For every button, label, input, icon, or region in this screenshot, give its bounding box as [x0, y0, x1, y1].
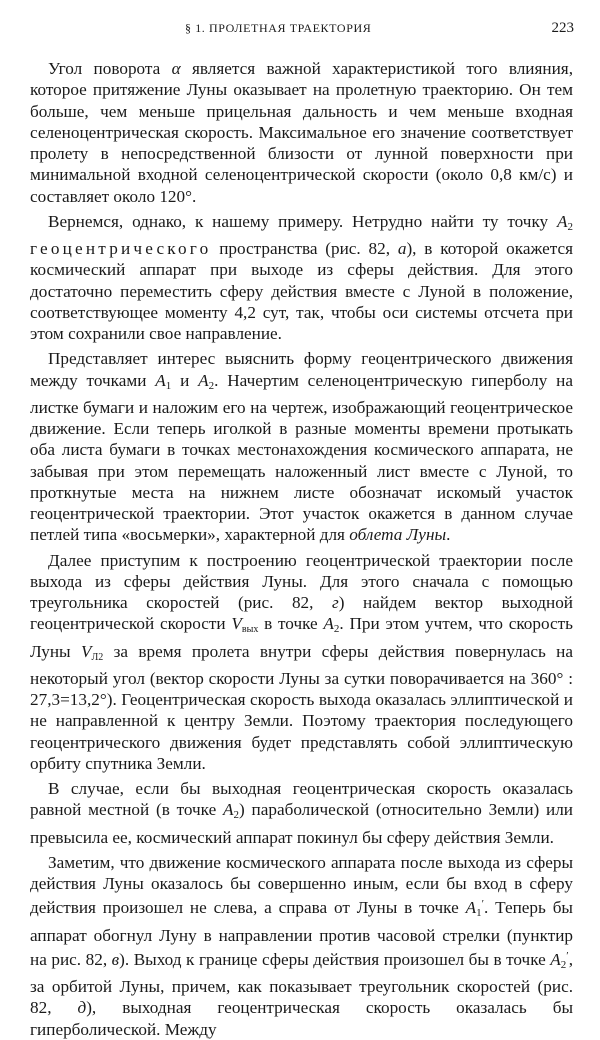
- text-run: Далее приступим к построению геоцентрической траектории после выхода из сферы действия Луны. Для этого сначала с помощью треугольника скоростей (рис. 82,: [30, 550, 573, 612]
- math-alpha: α: [171, 59, 181, 78]
- text-run: ). Геоцентрическая скорость выхода оказалась эллиптической и не направленной к центру Земли. Поэтому траектория последующего геоцентрического движения будет представлять собой эллиптическую орбиту спутника Земли.: [30, 690, 573, 773]
- text-run: .: [446, 525, 451, 545]
- section-title: § 1. ПРОЛЕТНАЯ ТРАЕКТОРИЯ: [185, 21, 372, 35]
- paragraph-3: [30, 348, 573, 545]
- text-run: .: [192, 186, 197, 206]
- degree-sign: °: [185, 186, 192, 206]
- text-run: Угол поворота: [48, 59, 172, 78]
- math-point-a2: A: [198, 370, 209, 390]
- text-run: в точке: [258, 614, 324, 634]
- degree-sign: °: [556, 668, 564, 688]
- running-head: [0, 18, 600, 38]
- text-run: , за орбитой Луны, причем, как показывает треугольник скоростей (рис. 82,: [30, 949, 573, 1018]
- paragraph-5: [30, 778, 573, 848]
- paragraph-2: [30, 211, 573, 345]
- math-point-a2: A: [223, 800, 234, 820]
- math-subscript: 2: [567, 220, 573, 233]
- math-subscript: 1: [476, 907, 482, 920]
- text-run: является важной характеристикой того влияния, которое притяжение Луны оказывает на пролетную траекторию. Он тем больше, чем меньше прицельная дальность и чем меньше входная селеноцентрическая скорость. Максимальное его значение соответствует пролету в непосредственной близости от лунной поверхности при минимальной входной селеноцентрической скорости (около 0,8 км/с) и составляет около 120: [30, 59, 573, 206]
- italic-term: облета Луны: [349, 525, 447, 545]
- text-run: ), в которой окажется космический аппарат при выходе из сферы действия. Для этого достаточно переместить сферу действия вместе с Луной в положение, соответствующее моменту 4,2 сут, так, чтобы оси системы отсчета при этом сохранили свое направление.: [30, 239, 573, 343]
- text-run: за время пролета внутри сферы действия повернулась на некоторый угол (вектор скорости Луны за сутки поворачивается на 360: [30, 641, 573, 688]
- math-subscript: Л: [91, 651, 99, 663]
- text-run: ), выходная геоцентрическая скорость оказалась бы гиперболической. Между: [30, 998, 574, 1039]
- text-run: В случае, если бы выходная геоцентрическая скорость оказалась равной местной (в точке: [30, 779, 573, 820]
- text-run: Вернемся, однако, к нашему примеру. Нетрудно найти ту точку: [48, 211, 557, 231]
- math-prime: ′: [566, 949, 569, 962]
- text-run: ) найдем вектор выходной геоцентрической скорости: [30, 593, 574, 634]
- text-run: : 27,3=13,2: [30, 668, 573, 709]
- text-run: . При этом учтем, что скорость Луны: [30, 614, 573, 661]
- text-run: пространства (рис. 82,: [211, 239, 398, 258]
- page-number: 223: [551, 20, 574, 36]
- math-velocity-exit: V: [231, 614, 242, 634]
- figure-letter: а: [397, 239, 407, 258]
- text-run: . Начертим селеноцентрическую гиперболу на листке бумаги и наложим его на чертеж, изображающий геоцентрическое движение. Если теперь иголкой в разные моменты времени протыкать оба листа бумаги в точках местонахождения космического аппарата, не забывая при этом перемещать наложенный лист вместе с Луной, то проткнутые места на нижнем листе обозначат искомый участок геоцентрической траектории. Этот участок окажется в данном случае петлей типа «восьмерки», характерной для: [30, 370, 574, 545]
- figure-letter: в: [111, 949, 120, 969]
- math-subscript: 2: [560, 958, 567, 971]
- text-run: и: [171, 370, 199, 390]
- text-run: Заметим, что движение космического аппарата после выхода из сферы действия Луны оказалось бы совершенно иным, если бы вход в сферу действия произошел не слева, а справа от Луны в точке: [30, 852, 573, 918]
- math-subscript: 1: [165, 379, 172, 392]
- degree-sign: °: [99, 690, 107, 709]
- paragraph-1: [30, 58, 573, 207]
- math-subscript: 2: [208, 379, 215, 392]
- math-subscript: 2: [98, 651, 104, 663]
- text-run: ) параболической (относительно Земли) или превысила ее, космический аппарат покинул бы сферу действия Земли.: [30, 800, 574, 847]
- math-point-a1: A: [155, 370, 166, 390]
- figure-letter: г: [332, 593, 339, 612]
- math-subscript: 2: [233, 809, 240, 822]
- body-text: [30, 58, 573, 1040]
- math-prime: ′: [481, 898, 484, 911]
- math-point-a2: A: [323, 614, 334, 634]
- text-run: . Теперь бы аппарат обогнул Луну в направлении против часовой стрелки (пунктир на рис. 82,: [30, 898, 573, 969]
- paragraph-4: [30, 550, 573, 775]
- math-subscript: вых: [241, 624, 259, 636]
- text-run: Представляет интерес выяснить форму геоцентрического движения между точками: [30, 349, 573, 390]
- text-run: ). Выход к границе сферы действия произошел бы в точке: [119, 949, 551, 969]
- math-point-a1-prime: A: [465, 898, 477, 918]
- math-velocity-moon: V: [80, 641, 92, 661]
- math-point-a2: A: [557, 211, 568, 231]
- figure-letter: д: [77, 998, 87, 1018]
- emphasized-word: геоцентрического: [30, 239, 212, 258]
- math-point-a2-prime: A: [550, 949, 561, 969]
- math-subscript: 2: [333, 623, 340, 636]
- paragraph-6: [30, 852, 573, 1040]
